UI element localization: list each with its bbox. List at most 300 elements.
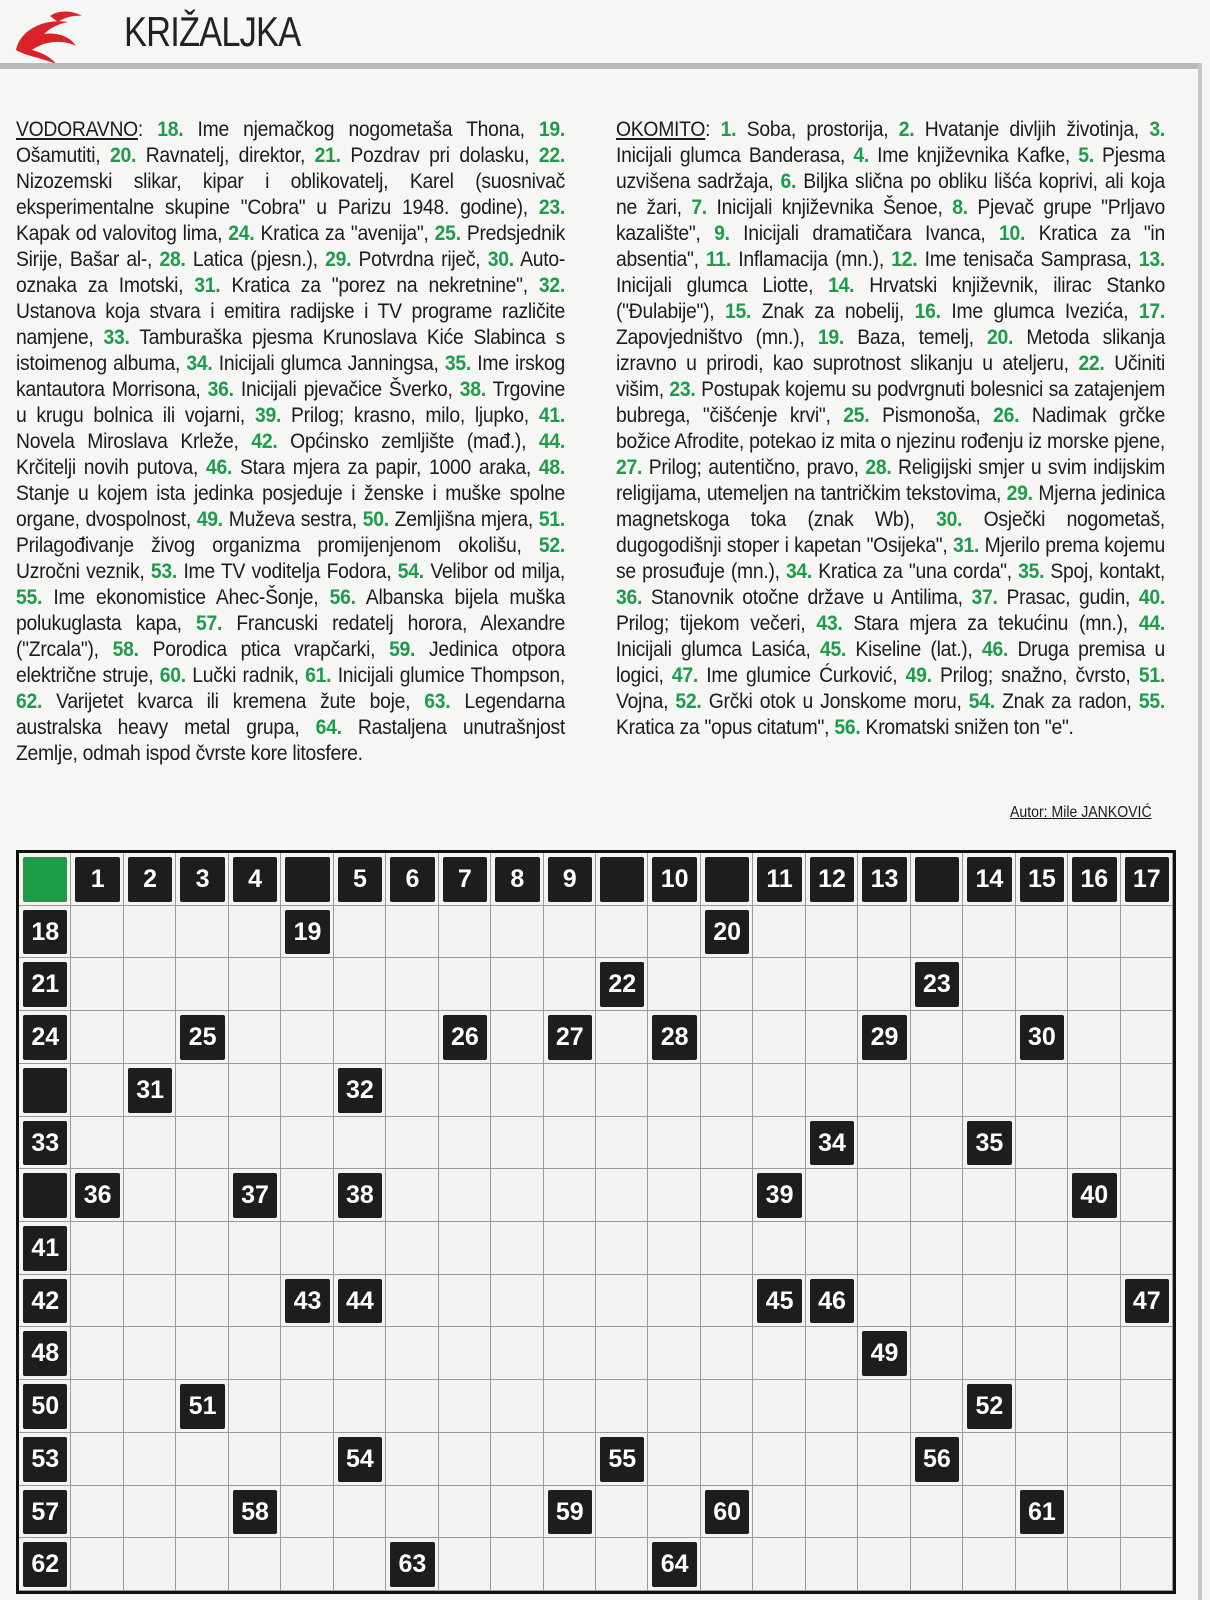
grid-cell[interactable] — [1016, 1222, 1068, 1275]
grid-cell[interactable] — [176, 1327, 228, 1380]
grid-cell[interactable] — [911, 1222, 963, 1275]
grid-cell[interactable] — [648, 1169, 700, 1222]
horizontal-clue-number: 56. — [329, 585, 356, 609]
horizontal-clue-text: Porodica ptica vrapčarki, — [152, 637, 376, 661]
grid-cell[interactable] — [753, 1433, 805, 1486]
grid-cell[interactable] — [334, 1538, 386, 1591]
grid-cell[interactable] — [1121, 1169, 1173, 1222]
grid-cell[interactable] — [544, 1222, 596, 1275]
grid-cell[interactable] — [858, 1433, 910, 1486]
grid-cell[interactable] — [544, 1169, 596, 1222]
grid-cell[interactable] — [858, 1169, 910, 1222]
grid-cell[interactable] — [806, 1486, 858, 1539]
grid-cell[interactable] — [386, 1380, 438, 1433]
clue-number-block: 13 — [862, 857, 906, 902]
grid-cell[interactable] — [1121, 958, 1173, 1011]
grid-cell[interactable] — [71, 1011, 123, 1064]
grid-cell[interactable] — [544, 1064, 596, 1117]
grid-cell[interactable] — [229, 1275, 281, 1328]
grid-cell[interactable] — [334, 1011, 386, 1064]
grid-cell[interactable] — [701, 1222, 753, 1275]
grid-cell[interactable] — [71, 1433, 123, 1486]
grid-cell[interactable] — [911, 1380, 963, 1433]
grid-cell[interactable] — [596, 1380, 648, 1433]
grid-cell[interactable] — [386, 1222, 438, 1275]
grid-cell[interactable] — [386, 1117, 438, 1170]
grid-cell[interactable] — [176, 1064, 228, 1117]
grid-cell[interactable] — [701, 1327, 753, 1380]
grid-cell[interactable] — [491, 1169, 543, 1222]
clue-number-block: 35 — [967, 1121, 1011, 1166]
grid-cell[interactable] — [439, 1064, 491, 1117]
grid-cell[interactable] — [753, 1064, 805, 1117]
black-square — [23, 1068, 67, 1113]
grid-cell[interactable] — [596, 1275, 648, 1328]
horizontal-clue-text: Jedinica otpora električne struje, — [16, 637, 565, 687]
grid-cell[interactable] — [1068, 1486, 1120, 1539]
grid-cell[interactable] — [806, 1064, 858, 1117]
clue-number-block: 45 — [757, 1279, 801, 1324]
grid-cell[interactable] — [806, 1222, 858, 1275]
grid-cell[interactable] — [701, 1117, 753, 1170]
clue-number-block: 2 — [128, 857, 172, 902]
grid-cell[interactable] — [544, 1275, 596, 1328]
grid-cell[interactable] — [124, 1538, 176, 1591]
grid-cell[interactable] — [386, 958, 438, 1011]
grid-cell[interactable] — [911, 1538, 963, 1591]
grid-cell[interactable] — [596, 1169, 648, 1222]
grid-cell[interactable] — [858, 958, 910, 1011]
grid-cell[interactable] — [648, 958, 700, 1011]
red-swirl-logo — [10, 6, 86, 68]
horizontal-clue-number: 50. — [362, 507, 389, 531]
grid-cell[interactable] — [124, 1275, 176, 1328]
grid-cell[interactable] — [229, 1011, 281, 1064]
horizontal-clue-text: Muževa sestra, — [228, 507, 357, 531]
horizontal-clue-text: Lučki radnik, — [192, 663, 299, 687]
grid-cell[interactable] — [806, 1538, 858, 1591]
grid-cell[interactable] — [911, 1064, 963, 1117]
grid-cell[interactable] — [1068, 1433, 1120, 1486]
grid-cell[interactable] — [1068, 1064, 1120, 1117]
grid-cell[interactable] — [963, 1486, 1015, 1539]
horizontal-clue-text: Krčitelji novih putova, — [16, 455, 199, 479]
grid-cell[interactable] — [648, 1486, 700, 1539]
grid-cell[interactable] — [963, 1011, 1015, 1064]
grid-cell[interactable] — [334, 1486, 386, 1539]
grid-cell[interactable] — [281, 1222, 333, 1275]
grid-cell[interactable] — [71, 1275, 123, 1328]
grid-cell[interactable] — [1016, 1064, 1068, 1117]
vertical-clue-number: 17. — [1138, 299, 1165, 323]
grid-cell[interactable] — [596, 1538, 648, 1591]
grid-cell[interactable] — [1121, 906, 1173, 959]
grid-cell[interactable] — [806, 958, 858, 1011]
grid-cell[interactable] — [439, 906, 491, 959]
grid-cell[interactable] — [439, 958, 491, 1011]
clue-number-block: 43 — [285, 1279, 329, 1324]
grid-cell[interactable] — [176, 958, 228, 1011]
grid-cell[interactable] — [596, 1064, 648, 1117]
grid-cell[interactable] — [596, 1486, 648, 1539]
grid-cell[interactable] — [648, 1275, 700, 1328]
clue-number-block: 10 — [652, 857, 696, 902]
grid-cell[interactable] — [281, 1327, 333, 1380]
grid-cell[interactable] — [1121, 1117, 1173, 1170]
grid-cell[interactable] — [281, 1064, 333, 1117]
grid-cell[interactable] — [334, 1327, 386, 1380]
grid-cell[interactable] — [911, 1327, 963, 1380]
grid-cell[interactable] — [439, 1380, 491, 1433]
grid-cell[interactable] — [753, 1011, 805, 1064]
vertical-heading: OKOMITO — [616, 117, 706, 141]
grid-cell[interactable] — [963, 1064, 1015, 1117]
grid-cell[interactable] — [229, 906, 281, 959]
grid-cell[interactable] — [124, 1222, 176, 1275]
grid-cell[interactable] — [701, 958, 753, 1011]
grid-cell[interactable] — [648, 1380, 700, 1433]
horizontal-clue-text: Zemljišna mjera, — [394, 507, 534, 531]
grid-cell[interactable] — [544, 1327, 596, 1380]
horizontal-clue-text: Općinsko zemljište (mađ.), — [290, 429, 527, 453]
grid-cell[interactable] — [753, 906, 805, 959]
crossword-grid[interactable] — [16, 850, 1176, 1594]
horizontal-clue-number: 20. — [110, 143, 137, 167]
grid-cell[interactable] — [124, 1380, 176, 1433]
grid-cell[interactable] — [176, 1486, 228, 1539]
grid-cell[interactable] — [858, 1064, 910, 1117]
grid-cell[interactable] — [753, 1380, 805, 1433]
grid-cell[interactable] — [124, 906, 176, 959]
clue-number-block: 58 — [233, 1490, 277, 1535]
clue-number-block: 34 — [810, 1121, 854, 1166]
grid-cell[interactable] — [1068, 958, 1120, 1011]
grid-cell[interactable] — [596, 1011, 648, 1064]
grid-cell[interactable] — [491, 1538, 543, 1591]
grid-cell[interactable] — [229, 1433, 281, 1486]
vertical-clue-text: Stanovnik otočne države u Antilima, — [650, 585, 963, 609]
grid-cell[interactable] — [648, 1064, 700, 1117]
grid-cell[interactable] — [1016, 1380, 1068, 1433]
grid-cell[interactable] — [71, 1538, 123, 1591]
vertical-clue-number: 15. — [725, 299, 752, 323]
grid-cell[interactable] — [281, 1486, 333, 1539]
grid-cell[interactable] — [806, 1433, 858, 1486]
grid-cell[interactable] — [124, 1011, 176, 1064]
grid-cell[interactable] — [1121, 1380, 1173, 1433]
horizontal-clue-text: Ime njemačkog nogometaša Thona, — [197, 117, 525, 141]
grid-cell[interactable] — [71, 1327, 123, 1380]
grid-cell[interactable] — [71, 1117, 123, 1170]
grid-cell[interactable] — [334, 1380, 386, 1433]
grid-cell[interactable] — [124, 1117, 176, 1170]
vertical-clue-number: 46. — [981, 637, 1009, 661]
grid-cell[interactable] — [648, 1433, 700, 1486]
grid-cell[interactable] — [1121, 1433, 1173, 1486]
grid-cell[interactable] — [701, 1380, 753, 1433]
grid-cell[interactable] — [281, 1380, 333, 1433]
vertical-clue-text: Prasac, gudin, — [1006, 585, 1131, 609]
grid-cell[interactable] — [963, 1538, 1015, 1591]
grid-cell[interactable] — [544, 1538, 596, 1591]
grid-cell[interactable] — [386, 1169, 438, 1222]
grid-cell[interactable] — [334, 1117, 386, 1170]
grid-cell[interactable] — [176, 1275, 228, 1328]
grid-cell[interactable] — [911, 1117, 963, 1170]
grid-cell[interactable] — [911, 1011, 963, 1064]
vertical-clue-number: 37. — [971, 585, 998, 609]
grid-cell[interactable] — [963, 1222, 1015, 1275]
clue-number-block: 7 — [443, 857, 487, 902]
horizontal-clue-number: 31. — [194, 273, 221, 297]
grid-cell[interactable] — [806, 906, 858, 959]
grid-cell[interactable] — [1068, 906, 1120, 959]
grid-cell[interactable] — [1016, 1117, 1068, 1170]
grid-cell[interactable] — [806, 1327, 858, 1380]
clue-number-block: 5 — [338, 857, 382, 902]
grid-cell[interactable] — [281, 1538, 333, 1591]
vertical-clue-text: Stara mjera za tekućinu (mn.), — [853, 611, 1128, 635]
clue-number-block: 25 — [180, 1015, 224, 1060]
grid-cell[interactable] — [386, 1011, 438, 1064]
grid-cell[interactable] — [439, 1486, 491, 1539]
grid-cell[interactable] — [648, 1327, 700, 1380]
grid-cell[interactable] — [281, 1433, 333, 1486]
grid-cell[interactable] — [858, 1486, 910, 1539]
vertical-clue-number: 30. — [936, 507, 963, 531]
grid-cell[interactable] — [858, 1222, 910, 1275]
grid-cell[interactable] — [439, 1433, 491, 1486]
grid-cell[interactable] — [124, 1327, 176, 1380]
grid-cell[interactable] — [1016, 958, 1068, 1011]
grid-cell[interactable] — [386, 1486, 438, 1539]
grid-cell[interactable] — [491, 958, 543, 1011]
grid-cell[interactable] — [124, 1169, 176, 1222]
clue-number-block: 17 — [1125, 857, 1169, 902]
grid-cell[interactable] — [544, 1117, 596, 1170]
grid-cell[interactable] — [439, 1117, 491, 1170]
clue-number-block: 49 — [862, 1331, 906, 1376]
vertical-clue-number: 12. — [891, 247, 918, 271]
grid-cell[interactable] — [229, 1327, 281, 1380]
grid-cell[interactable] — [1016, 1275, 1068, 1328]
vertical-clue-number: 31. — [953, 533, 980, 557]
grid-cell[interactable] — [753, 1117, 805, 1170]
grid-cell[interactable] — [439, 1538, 491, 1591]
vertical-clue-text: Metoda slikanja izravno u prirodi, kao suprotnost slikanju u ateljeru, — [616, 325, 1165, 375]
vertical-clue-text: Kratica za "una corda", — [818, 559, 1012, 583]
grid-cell[interactable] — [1068, 1275, 1120, 1328]
grid-cell[interactable] — [281, 1011, 333, 1064]
vertical-clue-number: 23. — [669, 377, 696, 401]
horizontal-clue-text: Kapak od valovitog lima, — [16, 221, 223, 245]
clue-number-block: 51 — [180, 1384, 224, 1429]
horizontal-clue-number: 41. — [538, 403, 565, 427]
grid-cell[interactable] — [1121, 1064, 1173, 1117]
grid-cell[interactable] — [71, 1064, 123, 1117]
grid-cell[interactable] — [648, 1222, 700, 1275]
grid-cell[interactable] — [229, 1117, 281, 1170]
grid-cell[interactable] — [911, 1169, 963, 1222]
grid-cell[interactable] — [1121, 1538, 1173, 1591]
grid-cell[interactable] — [1121, 1486, 1173, 1539]
grid-cell[interactable] — [1068, 1380, 1120, 1433]
vertical-clue-number: 3. — [1149, 117, 1165, 141]
grid-cell[interactable] — [176, 1222, 228, 1275]
grid-cell[interactable] — [1068, 1222, 1120, 1275]
grid-cell[interactable] — [858, 1117, 910, 1170]
grid-cell[interactable] — [491, 906, 543, 959]
grid-cell[interactable] — [176, 1117, 228, 1170]
grid-cell[interactable] — [71, 906, 123, 959]
clue-number-block: 39 — [757, 1173, 801, 1218]
grid-cell[interactable] — [544, 958, 596, 1011]
clue-number-block: 37 — [233, 1173, 277, 1218]
grid-cell[interactable] — [753, 958, 805, 1011]
grid-cell[interactable] — [701, 1169, 753, 1222]
grid-cell[interactable] — [1121, 1327, 1173, 1380]
grid-cell[interactable] — [911, 906, 963, 959]
grid-cell[interactable] — [491, 1327, 543, 1380]
grid-cell[interactable] — [1121, 1222, 1173, 1275]
grid-cell[interactable] — [491, 1011, 543, 1064]
vertical-clue-number: 27. — [616, 455, 643, 479]
grid-cell[interactable] — [229, 1064, 281, 1117]
vertical-clue-number: 13. — [1138, 247, 1165, 271]
grid-cell[interactable] — [806, 1169, 858, 1222]
grid-cell[interactable] — [963, 958, 1015, 1011]
grid-cell[interactable] — [491, 1222, 543, 1275]
grid-cell[interactable] — [963, 1327, 1015, 1380]
grid-cell[interactable] — [806, 1380, 858, 1433]
grid-cell[interactable] — [1016, 1169, 1068, 1222]
grid-cell[interactable] — [176, 1433, 228, 1486]
grid-cell[interactable] — [334, 958, 386, 1011]
grid-cell[interactable] — [491, 1380, 543, 1433]
grid-cell[interactable] — [544, 1433, 596, 1486]
grid-cell[interactable] — [124, 1433, 176, 1486]
grid-cell[interactable] — [1068, 1327, 1120, 1380]
grid-cell[interactable] — [911, 1486, 963, 1539]
horizontal-clue-text: Ravnatelj, direktor, — [145, 143, 306, 167]
grid-cell[interactable] — [176, 1538, 228, 1591]
grid-cell[interactable] — [281, 1117, 333, 1170]
grid-cell[interactable] — [701, 1011, 753, 1064]
grid-cell[interactable] — [439, 1169, 491, 1222]
grid-cell[interactable] — [911, 1275, 963, 1328]
grid-cell[interactable] — [963, 906, 1015, 959]
clue-number-block: 50 — [23, 1384, 67, 1429]
grid-cell[interactable] — [334, 906, 386, 959]
grid-cell[interactable] — [858, 1275, 910, 1328]
grid-cell[interactable] — [1068, 1117, 1120, 1170]
grid-cell[interactable] — [176, 1169, 228, 1222]
grid-cell[interactable] — [858, 906, 910, 959]
grid-cell[interactable] — [858, 1380, 910, 1433]
grid-cell[interactable] — [491, 1117, 543, 1170]
grid-cell[interactable] — [386, 1433, 438, 1486]
grid-cell[interactable] — [596, 1327, 648, 1380]
grid-cell[interactable] — [1068, 1538, 1120, 1591]
grid-cell[interactable] — [544, 906, 596, 959]
grid-cell[interactable] — [753, 1538, 805, 1591]
grid-cell[interactable] — [858, 1538, 910, 1591]
grid-cell[interactable] — [281, 958, 333, 1011]
grid-cell[interactable] — [439, 1222, 491, 1275]
grid-cell[interactable] — [963, 1169, 1015, 1222]
vertical-clue-text: Baza, temelj, — [857, 325, 974, 349]
grid-cell[interactable] — [701, 1433, 753, 1486]
grid-cell[interactable] — [386, 1275, 438, 1328]
grid-cell[interactable] — [439, 1327, 491, 1380]
grid-cell[interactable] — [491, 1433, 543, 1486]
grid-cell[interactable] — [963, 1433, 1015, 1486]
grid-cell[interactable] — [124, 1486, 176, 1539]
vertical-clue-number: 20. — [987, 325, 1014, 349]
grid-cell[interactable] — [544, 1380, 596, 1433]
grid-cell[interactable] — [229, 1222, 281, 1275]
grid-cell[interactable] — [701, 1275, 753, 1328]
grid-cell[interactable] — [701, 1538, 753, 1591]
grid-cell[interactable] — [176, 906, 228, 959]
grid-cell[interactable] — [963, 1275, 1015, 1328]
vertical-clue-text: Inicijali književnika Šenoe, — [716, 195, 943, 219]
grid-cell[interactable] — [334, 1222, 386, 1275]
grid-cell[interactable] — [701, 1064, 753, 1117]
grid-cell[interactable] — [71, 1222, 123, 1275]
grid-cell[interactable] — [1068, 1011, 1120, 1064]
vertical-clue-text: Biljka slična po obliku lišća koprivi, ali koja ne žari, — [616, 169, 1165, 219]
grid-cell[interactable] — [1016, 1538, 1068, 1591]
grid-cell[interactable] — [439, 1275, 491, 1328]
grid-cell[interactable] — [386, 906, 438, 959]
grid-cell[interactable] — [806, 1011, 858, 1064]
grid-cell[interactable] — [229, 1380, 281, 1433]
grid-cell[interactable] — [753, 1222, 805, 1275]
grid-cell[interactable] — [1016, 1433, 1068, 1486]
grid-cell[interactable] — [491, 1275, 543, 1328]
grid-cell[interactable] — [753, 1486, 805, 1539]
grid-cell[interactable] — [229, 1538, 281, 1591]
grid-cell[interactable] — [648, 906, 700, 959]
grid-cell[interactable] — [124, 958, 176, 1011]
horizontal-clue-number: 32. — [538, 273, 565, 297]
grid-cell[interactable] — [386, 1064, 438, 1117]
vertical-clue-text: Ime glumice Ćurković, — [706, 663, 898, 687]
grid-cell[interactable] — [1016, 1327, 1068, 1380]
vertical-clue-number: 9. — [714, 221, 730, 245]
clue-number-block: 33 — [23, 1121, 67, 1166]
grid-cell[interactable] — [753, 1327, 805, 1380]
grid-cell[interactable] — [596, 906, 648, 959]
grid-cell[interactable] — [71, 1486, 123, 1539]
grid-cell[interactable] — [1016, 906, 1068, 959]
grid-cell[interactable] — [386, 1327, 438, 1380]
grid-cell[interactable] — [596, 1222, 648, 1275]
grid-cell[interactable] — [491, 1486, 543, 1539]
grid-cell[interactable] — [491, 1064, 543, 1117]
vertical-clue-number: 10. — [999, 221, 1026, 245]
grid-cell[interactable] — [71, 958, 123, 1011]
vertical-clue-number: 19. — [817, 325, 844, 349]
grid-cell[interactable] — [596, 1117, 648, 1170]
grid-cell[interactable] — [71, 1380, 123, 1433]
grid-cell[interactable] — [229, 958, 281, 1011]
grid-cell[interactable] — [281, 1169, 333, 1222]
grid-cell[interactable] — [648, 1117, 700, 1170]
grid-cell[interactable] — [1121, 1011, 1173, 1064]
clue-number-block: 29 — [862, 1015, 906, 1060]
